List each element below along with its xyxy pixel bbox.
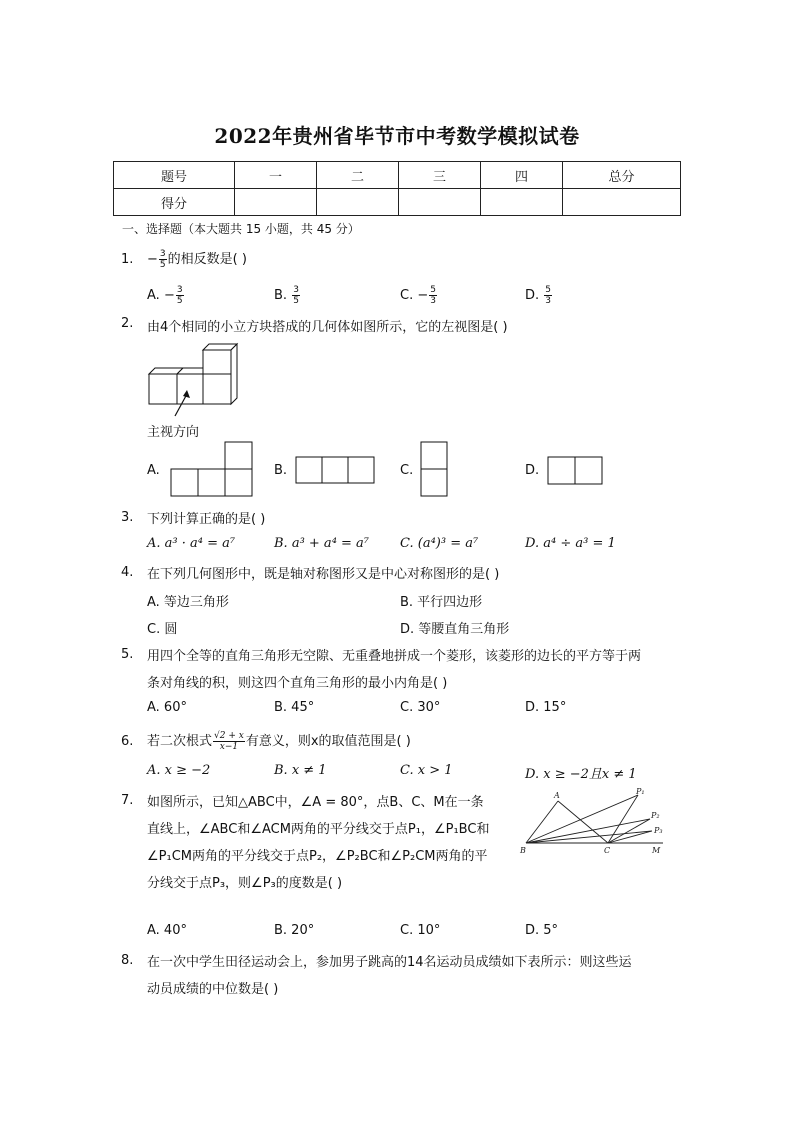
score-table-cell: 二 <box>317 162 399 189</box>
option-c[interactable]: C. 圆 <box>147 622 178 637</box>
question-text: 用四个全等的直角三角形无空隙、无重叠地拼成一个菱形，该菱形的边长的平方等于两 <box>147 649 642 664</box>
score-table-cell: 四 <box>481 162 563 189</box>
option-d[interactable]: D. <box>525 463 540 478</box>
radical-fraction: $\frac{√2 + x}{x-1}$ <box>214 731 244 752</box>
question-text: 动员成绩的中位数是( ) <box>147 982 279 997</box>
score-input-cell[interactable] <box>399 189 481 216</box>
score-input-cell[interactable] <box>481 189 563 216</box>
label-p1: P₁ <box>636 787 645 796</box>
option-c[interactable]: C. <box>400 463 414 478</box>
score-input-cell[interactable] <box>317 189 399 216</box>
question-text: 直线上，∠ABC和∠ACM两角的平分线交于点P₁，∠P₁BC和 <box>147 822 490 837</box>
question-number: 8. <box>121 953 134 968</box>
score-table-cell: 三 <box>399 162 481 189</box>
option-a[interactable]: A. x ≥ −2 <box>147 763 211 778</box>
question-text: 若二次根式 $\frac{√2 + x}{x-1}$ 有意义，则x的取值范围是( ) <box>147 731 411 752</box>
option-d[interactable]: D. a⁴ ÷ a³ = 1 <box>525 536 616 551</box>
label-b: B <box>520 846 526 855</box>
option-c[interactable]: C. − $\frac{5}{3}$ <box>400 285 436 306</box>
option-b[interactable]: B. a³ + a⁴ = a⁷ <box>274 536 370 551</box>
score-table-score-row <box>114 189 681 216</box>
question-text: 分线交于点P₃，则∠P₃的度数是( ) <box>147 876 343 891</box>
option-d[interactable]: D. 5° <box>525 923 559 938</box>
score-table-cell: 得分 <box>114 189 235 216</box>
score-table-header-row <box>114 162 681 189</box>
option-a[interactable]: A. 60° <box>147 700 187 715</box>
option-b[interactable]: B. 20° <box>274 923 315 938</box>
triangle-bisector-figure <box>518 785 668 860</box>
option-c-figure <box>420 441 450 497</box>
option-d-figure <box>547 456 605 486</box>
label-a: A <box>554 791 560 800</box>
question-number: 1. <box>121 252 134 267</box>
option-a[interactable]: A. 等边三角形 <box>147 595 229 610</box>
score-table-cell: 题号 <box>114 162 235 189</box>
score-input-cell[interactable] <box>563 189 681 216</box>
page-title: 2022年贵州省毕节市中考数学模拟试卷 <box>214 124 580 148</box>
question-number: 6. <box>121 734 134 749</box>
option-c[interactable]: C. 10° <box>400 923 441 938</box>
question-text: 条对角线的积，则这四个直角三角形的最小内角是( ) <box>147 676 448 691</box>
question-text: 下列计算正确的是( ) <box>147 512 266 527</box>
option-b[interactable]: B. 平行四边形 <box>400 595 483 610</box>
option-a[interactable]: A. <box>147 463 160 478</box>
direction-label: 主视方向 <box>147 425 200 440</box>
label-p3: P₃ <box>654 826 663 835</box>
score-table-cell: 一 <box>235 162 317 189</box>
question-text: − $\frac{3}{5}$ 的相反数是( ) <box>147 249 247 270</box>
fraction: $\frac{3}{5}$ <box>159 249 166 270</box>
option-b-figure <box>295 456 377 486</box>
option-b[interactable]: B. 45° <box>274 700 315 715</box>
question-text: ∠P₁CM两角的平分线交于点P₂，∠P₂BC和∠P₂CM两角的平 <box>147 849 488 864</box>
option-a[interactable]: A. a³ · a⁴ = a⁷ <box>147 536 236 551</box>
question-text: 在一次中学生田径运动会上，参加男子跳高的14名运动员成绩如下表所示：则这些运 <box>147 955 632 970</box>
score-table-cell: 总分 <box>563 162 681 189</box>
score-input-cell[interactable] <box>235 189 317 216</box>
question-text: 如图所示，已知△ABC中，∠A = 80°，点B、C、M在一条 <box>147 795 484 810</box>
question-text: 由4个相同的小立方块搭成的几何体如图所示，它的左视图是( ) <box>147 320 508 335</box>
question-number: 3. <box>121 510 134 525</box>
question-text: 在下列几何图形中，既是轴对称图形又是中心对称图形的是( ) <box>147 567 500 582</box>
option-a[interactable]: A. 40° <box>147 923 187 938</box>
question-number: 7. <box>121 793 134 808</box>
cube-figure <box>145 338 245 418</box>
option-b[interactable]: B. <box>274 463 288 478</box>
question-number: 2. <box>121 316 134 331</box>
option-d[interactable]: D. 等腰直角三角形 <box>400 622 510 637</box>
option-c[interactable]: C. (a⁴)³ = a⁷ <box>400 536 479 551</box>
label-m: M <box>652 846 661 855</box>
option-b[interactable]: B. x ≠ 1 <box>274 763 327 778</box>
question-number: 5. <box>121 647 134 662</box>
option-d[interactable]: D. $\frac{5}{3}$ <box>525 285 552 306</box>
score-table <box>113 161 681 216</box>
option-a-figure <box>170 441 254 497</box>
question-number: 4. <box>121 565 134 580</box>
option-c[interactable]: C. 30° <box>400 700 441 715</box>
label-p2: P₂ <box>651 811 660 820</box>
option-a[interactable]: A. − $\frac{3}{5}$ <box>147 285 183 306</box>
section-heading: 一、选择题（本大题共 15 小题，共 45 分） <box>122 222 360 236</box>
option-d[interactable]: D. 15° <box>525 700 567 715</box>
minus-sign: − <box>147 252 158 267</box>
option-d[interactable]: D. x ≥ −2且x ≠ 1 <box>525 767 637 782</box>
option-b[interactable]: B. $\frac{3}{5}$ <box>274 285 299 306</box>
option-c[interactable]: C. x > 1 <box>400 763 453 778</box>
label-c: C <box>604 846 611 855</box>
